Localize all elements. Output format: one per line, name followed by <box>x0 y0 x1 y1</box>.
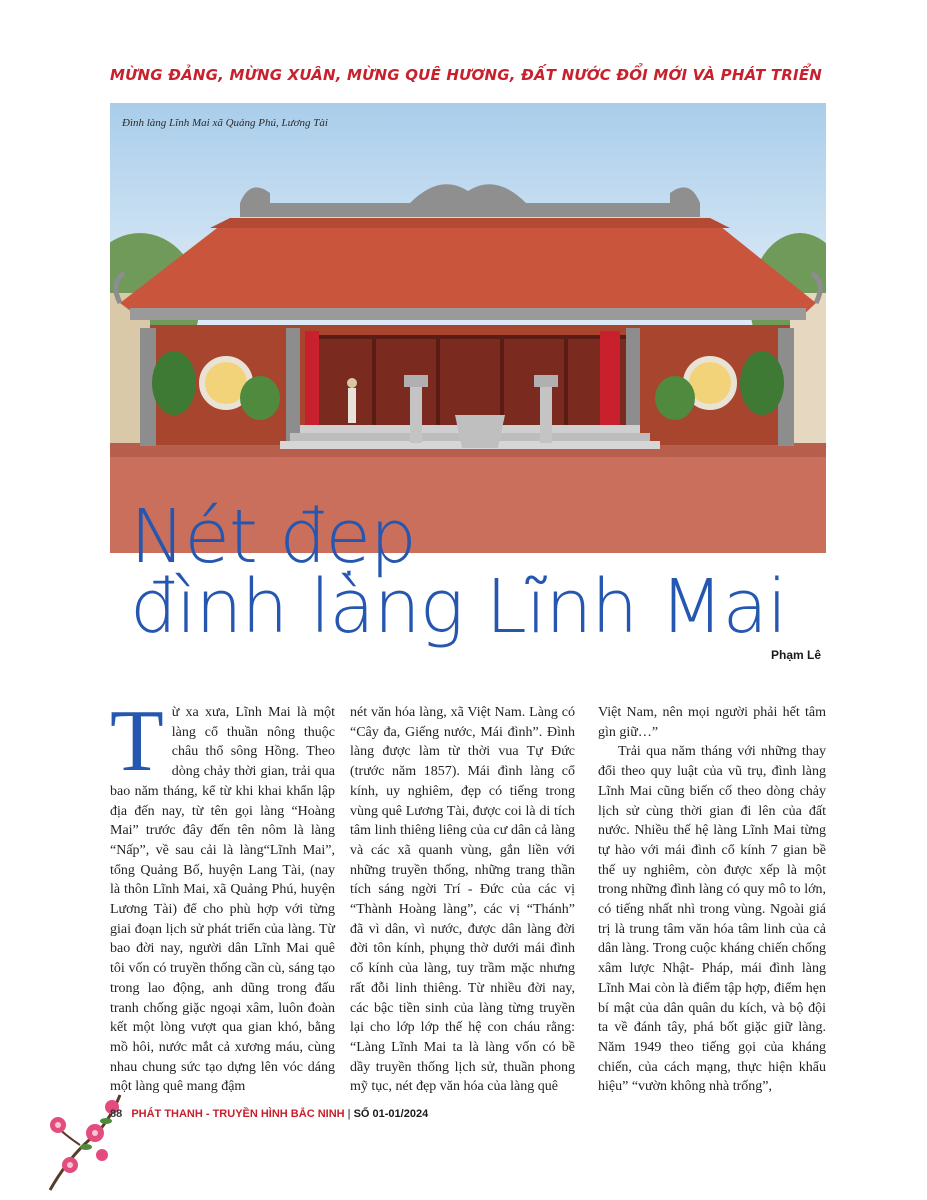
temple-illustration <box>110 103 826 553</box>
article-column-2 <box>350 703 575 1097</box>
magazine-name: PHÁT THANH - TRUYỀN HÌNH BẮC NINH <box>131 1108 345 1120</box>
dropcap: T <box>110 693 164 790</box>
stone-lantern <box>410 383 422 443</box>
page-number: 88 <box>110 1108 123 1120</box>
bonsai-plant <box>740 351 784 415</box>
temple-doors <box>310 335 630 425</box>
article-title-line2: đình làng Lĩnh Mai <box>130 564 787 650</box>
paragraph: nét văn hóa làng, xã Việt Nam. Làng có “Cây đa, Giếng nước, Mái đình”. Đình làng được làm từ thời vua Tự Đức (trước năm 1857). Mái đình làng cổ kính, uy nghiêm, đẹp có tiếng trong vùng quê Lương Tài, được coi là di tích tâm linh thiêng liêng của cư dân cả làng và các xã quanh vùng, gắn liền với những truyền thống, những trang thần tích sáng ngời Trí - Đức của các vị “Thành Hoàng làng”, các vị “Thánh” đã vì dân, vì nước, được dân làng đời đời tôn kính, phụng thờ dưới mái đình cổ kính của làng, tuy trầm mặc nhưng rất đỗi linh thiêng. Từ nhiều đời nay, các bậc tiền sinh của làng từng truyền lại cho lớp lớp thế hệ con cháu rằng: “Làng Lĩnh Mai ta là làng vốn có bề dầy truyền thống lịch sử, thuần phong mỹ tục, nét đẹp văn hóa của làng quê <box>350 705 575 1095</box>
temple-photo <box>110 103 826 553</box>
article-title-line1: Nét đẹp <box>130 494 416 580</box>
bonsai-plant <box>655 376 695 420</box>
section-banner: MỪNG ĐẢNG, MỪNG XUÂN, MỪNG QUÊ HƯƠNG, ĐẤT NƯỚC ĐỔI MỚI VÀ PHÁT TRIỂN <box>110 66 823 84</box>
roof-ridge <box>240 203 700 217</box>
curtain-left <box>305 331 319 425</box>
paragraph <box>110 693 335 1097</box>
issue-number: SỐ 01-01/2024 <box>353 1108 429 1120</box>
incense-bowl <box>455 415 505 448</box>
pillar <box>286 328 300 446</box>
photo-caption: Đình làng Lĩnh Mai xã Quảng Phú, Lương Tài <box>122 117 328 129</box>
peach-blossom-decoration <box>40 1085 130 1195</box>
paragraph: Việt Nam, nên mọi người phải hết tâm gìn giữ…” <box>598 705 826 740</box>
page-footer <box>110 1108 428 1120</box>
paragraph-text: ừ xa xưa, Lĩnh Mai là một làng cổ thuần nông thuộc châu thổ sông Hồng. Theo dòng chảy thời gian, trải qua bao năm tháng, kể từ khi khai khẩn lập địa đến nay, từ tên gọi làng “Hoàng Mai” trước đây đến tên nôm là làng “Nấp”, về sau cải là làng“Lĩnh Mai”, tổng Quảng Bố, huyện Lang Tài, (nay là thôn Lĩnh Mai, xã Quảng Phú, huyện Lương Tài) để cho phù hợp với từng giai đoạn lịch sử phát triển của làng. Từ bao đời nay, người dân Lĩnh Mai quê tôi vốn có truyền thống cần cù, sáng tạo trong lao động, anh dũng trong đấu tranh chống giặc ngoại xâm, luôn đoàn kết một lòng vượt qua gian khó, bằng mồ hôi, nước mắt cả xương máu, cùng nhau chung sức tạo dựng lên vóc dáng một làng quê mang đậm <box>110 705 335 1095</box>
paragraph: Trải qua năm tháng với những thay đổi theo quy luật của vũ trụ, đình làng Lĩnh Mai cũng biến cố theo dòng chảy lịch sử cùng thời gian đi lên của đất nước. Nhiều thế hệ làng Lĩnh Mai từng tự hào với mái đình cổ kính 7 gian bề thế uy nghiêm, còn được xếp là một trong những đình làng có quy mô to lớn, có tiếng nhất nhì trong vùng. Ngoài giá trị là trung tâm văn hóa tâm linh của cả dân làng. Trong cuộc kháng chiến chống xâm lược Nhật- Pháp, mái đình làng Lĩnh Mai còn là điểm tập hợp, điểm hẹn bí mật của dân quân du kích, và bộ đội ta về đánh tây, phá bốt giặc giữ làng. Năm 1949 theo tiếng gọi của kháng chiến, của cách mạng, thực hiện khẩu hiệu” “vườn không nhà trống”, <box>598 744 826 1095</box>
bonsai-plant <box>240 376 280 420</box>
article-column-1 <box>110 693 335 1097</box>
stone-lantern <box>540 383 552 443</box>
author-name: Phạm Lê <box>770 648 821 662</box>
temple-roof <box>120 218 816 318</box>
bonsai-plant <box>152 351 196 415</box>
curtain-right <box>600 331 620 425</box>
roof-edge <box>130 308 806 320</box>
person <box>348 388 356 423</box>
article-column-3 <box>598 703 826 1097</box>
footer-separator: | <box>347 1108 351 1120</box>
dragon-ornament <box>410 184 526 203</box>
